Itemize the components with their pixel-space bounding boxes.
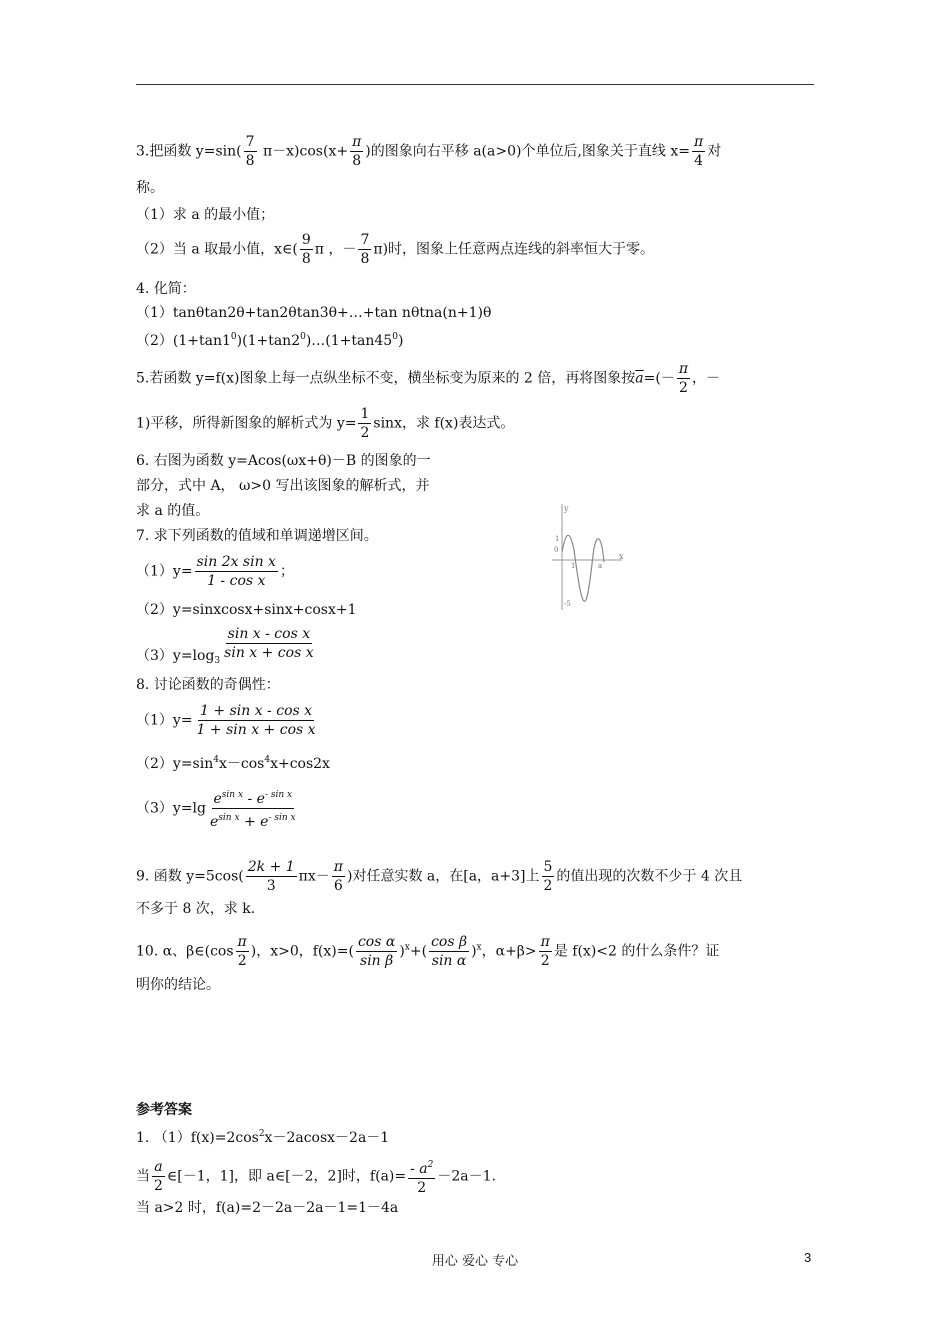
graph-neg-label: -5 bbox=[564, 600, 571, 608]
problem-9-line-1: 9. 函数 y=5cos( $\frac{2k + 1}{3}$ πx－ $\frac{\pi}{6}$ )对任意实数 a，在[a，a+3]上 $\frac{5}{2}$ 的值出现的次数不少于 4 次且 bbox=[136, 859, 743, 894]
problem-4-q1: （1）tanθtan2θ+tan2θtan3θ+…+tan nθtna(n+1)θ bbox=[136, 305, 492, 321]
problem-6-line-1: 6. 右图为函数 y=Acos(ωx+θ)－B 的图象的一 bbox=[136, 453, 431, 469]
graph-a-label: a bbox=[598, 562, 603, 570]
problem-3-line-2: 称。 bbox=[136, 180, 164, 196]
graph-origin-label: 0 bbox=[554, 546, 559, 554]
graph-x-label: x bbox=[619, 552, 624, 561]
answers-title: 参考答案 bbox=[136, 1102, 192, 1118]
problem-10-line-1: 10. α、β∈(cos $\frac{\pi}{2}$ )，x>0，f(x)=( $\frac{\text{cos α}}{\text{sin β}}$ )$^x$+( $\frac{\text{cos β}}{\text{sin α}}$ )$^x$，α+β> $\frac{\pi}{2}$ 是 f(x)<2 的什么条件？证 bbox=[136, 934, 720, 969]
problem-3-line-1: 3.把函数 y=sin( $\frac{7}{8}$ π－x)cos(x+ $\frac{\pi}{8}$ )的图象向右平移 a(a>0)个单位后,图象关于直线 x= $\frac{\pi}{4}$ 对 bbox=[136, 134, 722, 169]
problem-8-q3: （3）y=lg $\frac{e^{sin x} - e^{- sin x}}{e^{sin x} + e^{- sin x}}$ bbox=[136, 786, 300, 831]
problem-6-line-3: 求 a 的值。 bbox=[136, 503, 210, 519]
answer-1-line-1: 1. $(1)f(x)=2\cos^2x-2acosx-2a-1$ bbox=[136, 1129, 390, 1146]
graph-one-label: 1 bbox=[555, 535, 560, 543]
problem-8-title: 8. 讨论函数的奇偶性： bbox=[136, 677, 280, 693]
problem-6-line-2: 部分，式中 A， ω>0 写出该图象的解析式，并 bbox=[136, 478, 430, 494]
problem-7-q1: （1）y= $\frac{\text{sin 2x sin x}}{\text{1 - cos x}}$ ； bbox=[136, 554, 294, 589]
answer-1-line-2: 当 $\frac{a}{2}$ ∈[－1，1]，即 a∈[－2，2]时，f(a)= $\frac{- a^2}{2}$ －2a－1. bbox=[136, 1156, 496, 1197]
problem-3-q1: （1）求 a 的最小值； bbox=[136, 207, 275, 223]
problem-7-q3: $(3)y=\log_3$ $\frac{\text{sin x - cos x}}{\text{sin x + cos x}}$ bbox=[136, 626, 314, 666]
problem-10-line-2: 明你的结论。 bbox=[136, 977, 220, 993]
footer-motto: 用心 爱心 专心 bbox=[431, 1254, 519, 1269]
answer-1-line-3: 当 a>2 时，f(a)=2－2a－2a－1=1－4a bbox=[136, 1200, 399, 1216]
function-graph bbox=[548, 500, 628, 612]
problem-9-line-2: 不多于 8 次，求 k. bbox=[136, 901, 256, 917]
problem-8-q2: $(2)y=\sin^4x-\cos^4x+\cos 2x$ bbox=[136, 755, 330, 772]
problem-7-title: 7. 求下列函数的值域和单调递增区间。 bbox=[136, 528, 378, 544]
problem-4-title: 4. 化简： bbox=[136, 281, 196, 297]
graph-tick-label: 1 bbox=[571, 562, 576, 570]
page-number: 3 bbox=[804, 1250, 812, 1265]
problem-3-q2: （2）当 a 取最小值，x∈( $\frac{9}{8}$ π ，－ $\frac{7}{8}$ π)时，图象上任意两点连线的斜率恒大于零。 bbox=[136, 232, 655, 267]
header-rule bbox=[136, 84, 814, 85]
problem-4-q2: $(2)(1+\tan 1^0)(1+\tan 2^0)\dots(1+\tan 45^0)$ bbox=[136, 332, 404, 349]
problem-7-q2: （2）y=sinxcosx+sinx+cosx+1 bbox=[136, 602, 357, 618]
problem-8-q1: （1）y= $\frac{\text{1 + sin x - cos x}}{\text{1 + sin x + cos x}}$ bbox=[136, 703, 316, 738]
problem-5-line-2: 1)平移，所得新图象的解析式为 y= $\frac{1}{2}$ sinx，求 f(x)表达式。 bbox=[136, 406, 515, 441]
problem-5-line-1: 5.若函数 y=f(x)图象上每一点纵坐标不变，横坐标变为原来的 2 倍，再将图象按$\overline{a}=(-$ $\frac{\pi}{2}$ ，－ bbox=[136, 361, 721, 396]
graph-y-label: y bbox=[564, 504, 569, 513]
